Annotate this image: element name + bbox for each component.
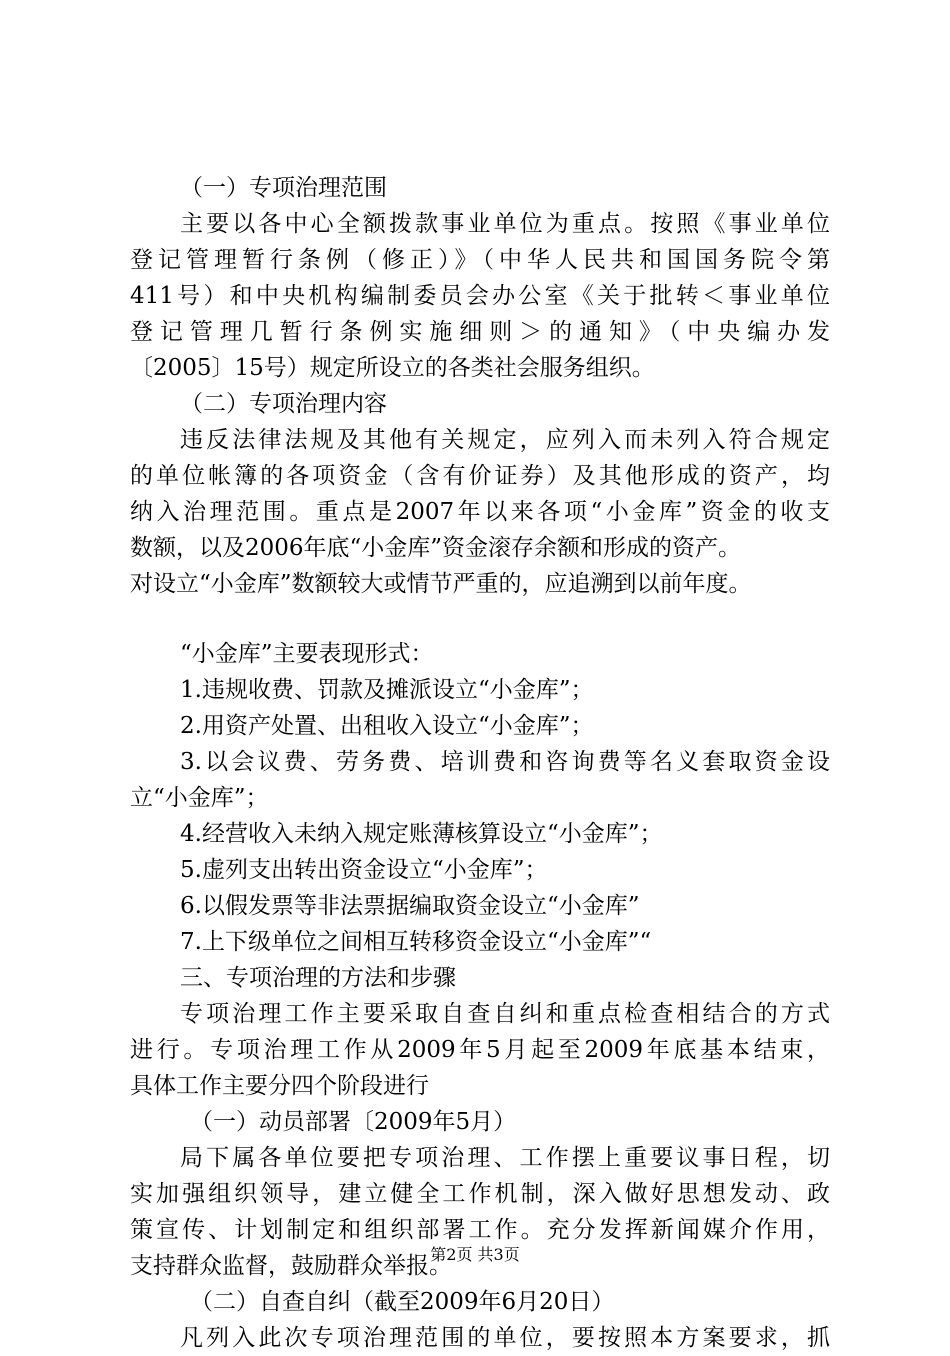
- paragraph-line: 登记管理暂行条例（修正）》（中华人民共和国国务院令第: [130, 247, 830, 273]
- paragraph-line: 〔2005〕15号）规定所设立的各类社会服务组织。: [130, 355, 655, 381]
- list-item: 3.以会议费、劳务费、培训费和咨询费等名义套取资金设: [180, 749, 830, 775]
- paragraph-line: 进行。专项治理工作从2009年5月起至2009年底基本结束，: [130, 1037, 830, 1063]
- paragraph-line: 登记管理几暂行条例实施细则＞的通知》（中央编办发: [130, 319, 830, 345]
- document-body: [130, 170, 830, 1356]
- section-heading: （二）自查自纠（截至2009年6月20日）: [190, 1289, 615, 1315]
- paragraph-spacer: [130, 602, 830, 636]
- list-item: 7.上下级单位之间相互转移资金设立“小金库”“: [180, 929, 652, 955]
- paragraph-line: 支持群众监督，鼓励群众举报。: [130, 1253, 452, 1279]
- paragraph-line: 纳入治理范围。重点是2007年以来各项“小金库”资金的收支: [130, 499, 830, 525]
- paragraph-line: 凡列入此次专项治理范围的单位，要按照本方案要求，抓: [180, 1325, 830, 1351]
- list-item-continuation: 立“小金库”；: [130, 785, 269, 811]
- paragraph-line: 实加强组织领导，建立健全工作机制，深入做好思想发动、政: [130, 1181, 830, 1207]
- paragraph-line: 411号）和中央机构编制委员会办公室《关于批转＜事业单位: [130, 283, 830, 309]
- paragraph-line: 局下属各单位要把专项治理、工作摆上重要议事日程，切: [180, 1145, 830, 1171]
- paragraph-line: 数额，以及2006年底“小金库”资金滚存余额和形成的资产。: [130, 535, 742, 561]
- paragraph-line: 具体工作主要分四个阶段进行: [130, 1073, 429, 1099]
- section-heading: （二）专项治理内容: [180, 391, 387, 417]
- list-item: 5.虚列支出转出资金设立“小金库”；: [180, 857, 548, 883]
- paragraph-line: 的单位帐簿的各项资金（含有价证券）及其他形成的资产，均: [130, 463, 830, 489]
- section-heading: （一）专项治理范围: [180, 175, 387, 201]
- page-footer: 第2页 共3页: [430, 1245, 520, 1264]
- list-heading: “小金库”主要表现形式：: [180, 641, 434, 667]
- paragraph-line: 违反法律法规及其他有关规定，应列入而未列入符合规定: [180, 427, 830, 453]
- paragraph-line: 策宣传、计划制定和组织部署工作。充分发挥新闻媒介作用，: [130, 1217, 830, 1243]
- list-item: 4.经营收入未纳入规定账薄核算设立“小金库”；: [180, 821, 663, 847]
- section-heading: 三、专项治理的方法和步骤: [180, 965, 456, 991]
- paragraph-line: 对设立“小金库”数额较大或情节严重的，应追溯到以前年度。: [130, 571, 752, 597]
- list-item: 1.违规收费、罚款及摊派设立“小金库”；: [180, 677, 594, 703]
- section-heading: （一）动员部署〔2009年5月）: [190, 1109, 517, 1135]
- list-item: 2.用资产处置、出租收入设立“小金库”；: [180, 713, 594, 739]
- paragraph-line: 主要以各中心全额拨款事业单位为重点。按照《事业单位: [180, 211, 830, 237]
- list-item: 6.以假发票等非法票据编取资金设立“小金库”: [180, 893, 640, 919]
- paragraph-line: 专项治理工作主要采取自查自纠和重点检查相结合的方式: [180, 1001, 830, 1027]
